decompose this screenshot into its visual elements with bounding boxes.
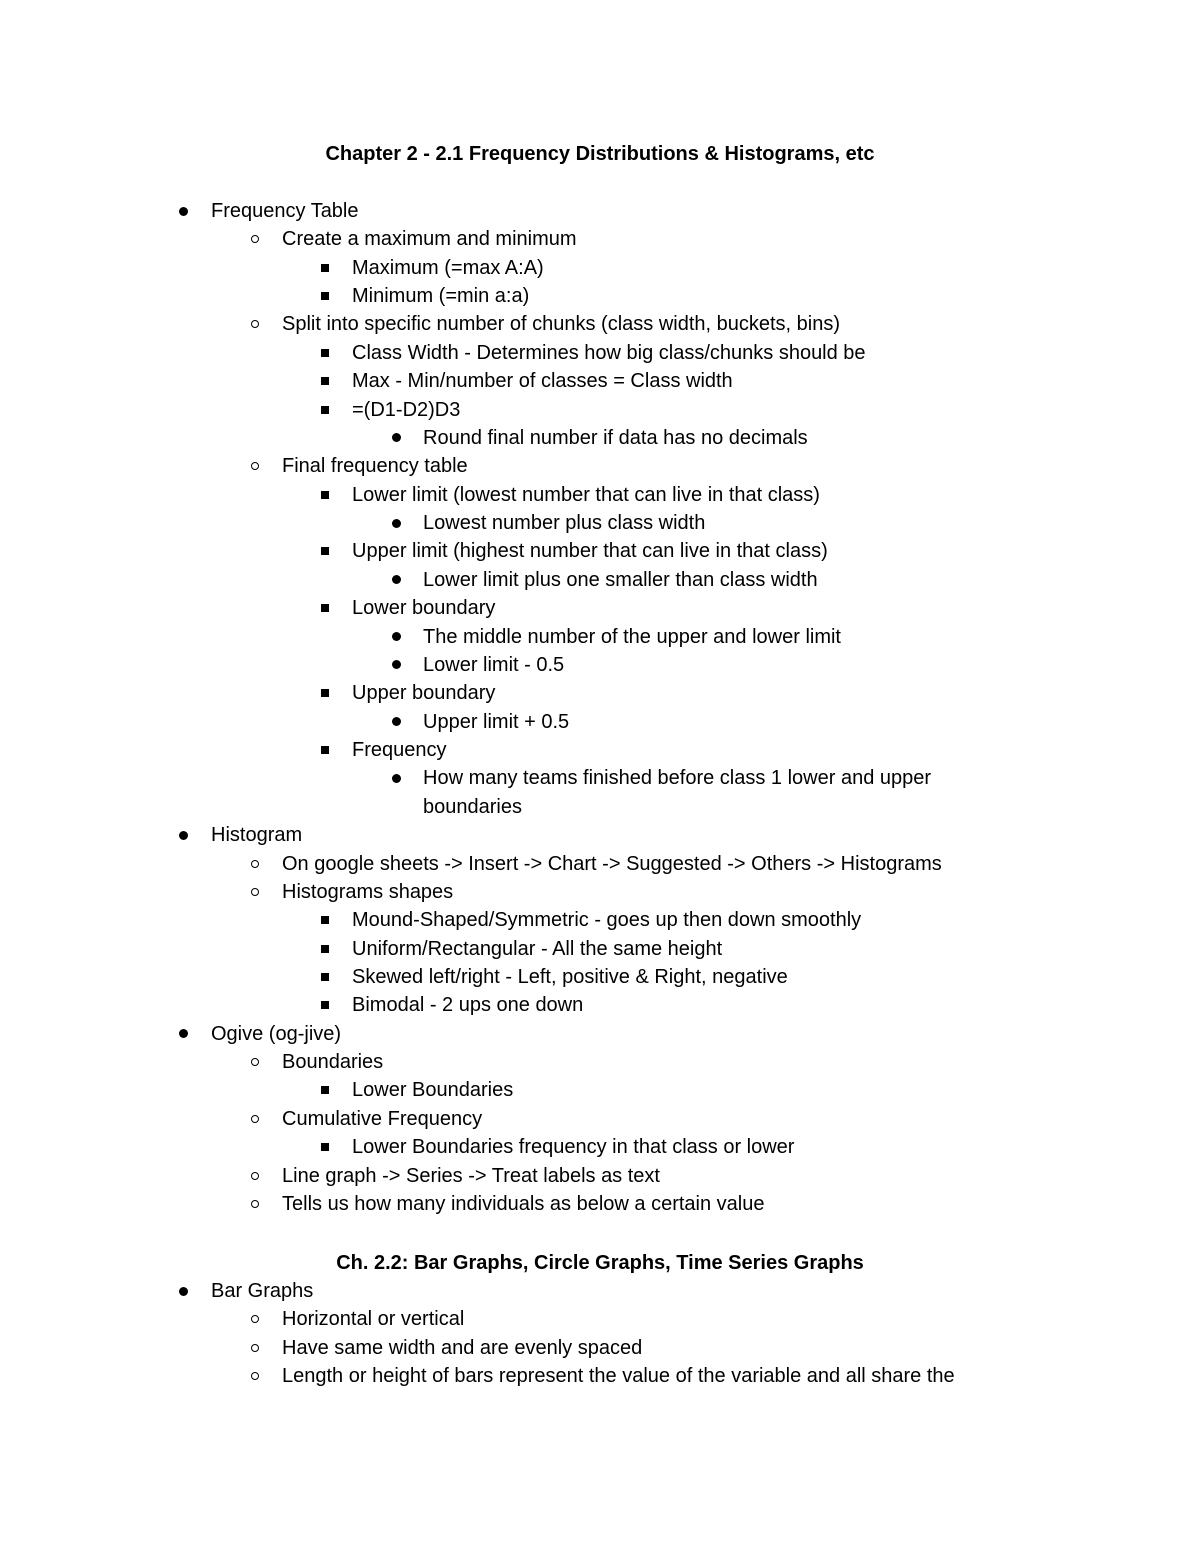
circle-bullet-icon	[251, 1315, 259, 1323]
list-item-text: Frequency	[352, 739, 447, 762]
list-item-text: Histogram	[211, 824, 303, 847]
list-item-text: Lowest number plus class width	[423, 512, 706, 535]
disc-bullet-icon	[179, 1029, 188, 1038]
list-item-text: Upper limit + 0.5	[423, 710, 570, 733]
list-item-text: Lower Boundaries frequency in that class or lower	[352, 1136, 795, 1159]
circle-bullet-icon	[251, 320, 259, 328]
list-item-text: On google sheets -> Insert -> Chart -> Suggested -> Others -> Histograms	[282, 852, 942, 875]
list-item-text: Lower Boundaries	[352, 1079, 514, 1102]
square-bullet-icon	[321, 264, 329, 272]
list-item-text: Boundaries	[282, 1051, 384, 1074]
list-item-text: Lower limit - 0.5	[423, 653, 565, 676]
list-item-text: Horizontal or vertical	[282, 1308, 465, 1331]
disc-bullet-icon	[179, 207, 188, 216]
circle-bullet-icon	[251, 1115, 259, 1123]
list-item-text: Split into specific number of chunks (class width, buckets, bins)	[282, 313, 841, 336]
disc-bullet-icon	[179, 1287, 188, 1296]
list-item-text: Skewed left/right - Left, positive & Right, negative	[352, 965, 788, 988]
square-bullet-icon	[321, 1001, 329, 1009]
list-item-text: Upper limit (highest number that can live in that class)	[352, 540, 828, 563]
list-item-text: Lower boundary	[352, 597, 496, 620]
list-item-text: Minimum (=min a:a)	[352, 285, 530, 308]
list-item-text: Line graph -> Series -> Treat labels as text	[282, 1164, 660, 1187]
list-item-text: Lower limit (lowest number that can live in that class)	[352, 483, 820, 506]
circle-bullet-icon	[251, 1372, 259, 1380]
circle-bullet-icon	[251, 888, 259, 896]
list-item-text: Maximum (=max A:A)	[352, 256, 544, 279]
list-item-text: Round final number if data has no decimals	[423, 426, 808, 449]
list-item-text: =(D1-D2)D3	[352, 398, 461, 421]
list-item-text: Create a maximum and minimum	[282, 228, 577, 251]
list-item-text: Histograms shapes	[282, 880, 454, 903]
disc-bullet-icon	[392, 519, 401, 528]
square-bullet-icon	[321, 746, 329, 754]
list-item-text: Mound-Shaped/Symmetric - goes up then down smoothly	[352, 909, 862, 932]
circle-bullet-icon	[251, 1344, 259, 1352]
list-item-text: Max - Min/number of classes = Class width	[352, 370, 733, 393]
square-bullet-icon	[321, 491, 329, 499]
square-bullet-icon	[321, 406, 329, 414]
circle-bullet-icon	[251, 1058, 259, 1066]
square-bullet-icon	[321, 973, 329, 981]
list-item-text: boundaries	[423, 795, 522, 818]
square-bullet-icon	[321, 945, 329, 953]
square-bullet-icon	[321, 377, 329, 385]
disc-bullet-icon	[392, 433, 401, 442]
list-item-text: Tells us how many individuals as below a certain value	[282, 1192, 765, 1215]
square-bullet-icon	[321, 1086, 329, 1094]
list-item-text: Ogive (og-jive)	[211, 1022, 342, 1045]
list-item-text: Frequency Table	[211, 200, 359, 222]
chapter-2-1-heading: Chapter 2 - 2.1 Frequency Distributions & Histograms, etc	[325, 143, 875, 165]
disc-bullet-icon	[392, 774, 401, 783]
list-item-text: Bar Graphs	[211, 1280, 314, 1302]
chapter-2-2-heading: Ch. 2.2: Bar Graphs, Circle Graphs, Time Series Graphs	[336, 1252, 864, 1274]
list-item-text: Uniform/Rectangular - All the same height	[352, 937, 723, 960]
square-bullet-icon	[321, 916, 329, 924]
list-item-text: Lower limit plus one smaller than class width	[423, 568, 818, 591]
square-bullet-icon	[321, 604, 329, 612]
square-bullet-icon	[321, 1143, 329, 1151]
circle-bullet-icon	[251, 860, 259, 868]
circle-bullet-icon	[251, 462, 259, 470]
circle-bullet-icon	[251, 1172, 259, 1180]
circle-bullet-icon	[251, 235, 259, 243]
circle-bullet-icon	[251, 1200, 259, 1208]
list-item-text: The middle number of the upper and lower limit	[423, 625, 841, 648]
list-item-text: Length or height of bars represent the value of the variable and all share the	[282, 1365, 955, 1388]
list-item-text: How many teams finished before class 1 lower and upper	[423, 767, 932, 790]
disc-bullet-icon	[392, 632, 401, 641]
square-bullet-icon	[321, 349, 329, 357]
list-item-text: Final frequency table	[282, 455, 468, 478]
disc-bullet-icon	[392, 575, 401, 584]
list-item-text: Upper boundary	[352, 682, 496, 705]
list-item-text: Class Width - Determines how big class/chunks should be	[352, 341, 866, 364]
list-item-text: Have same width and are evenly spaced	[282, 1336, 643, 1359]
disc-bullet-icon	[392, 660, 401, 669]
square-bullet-icon	[321, 689, 329, 697]
disc-bullet-icon	[392, 717, 401, 726]
square-bullet-icon	[321, 292, 329, 300]
square-bullet-icon	[321, 547, 329, 555]
disc-bullet-icon	[179, 831, 188, 840]
list-item-text: Bimodal - 2 ups one down	[352, 994, 584, 1017]
list-item-text: Cumulative Frequency	[282, 1107, 483, 1130]
